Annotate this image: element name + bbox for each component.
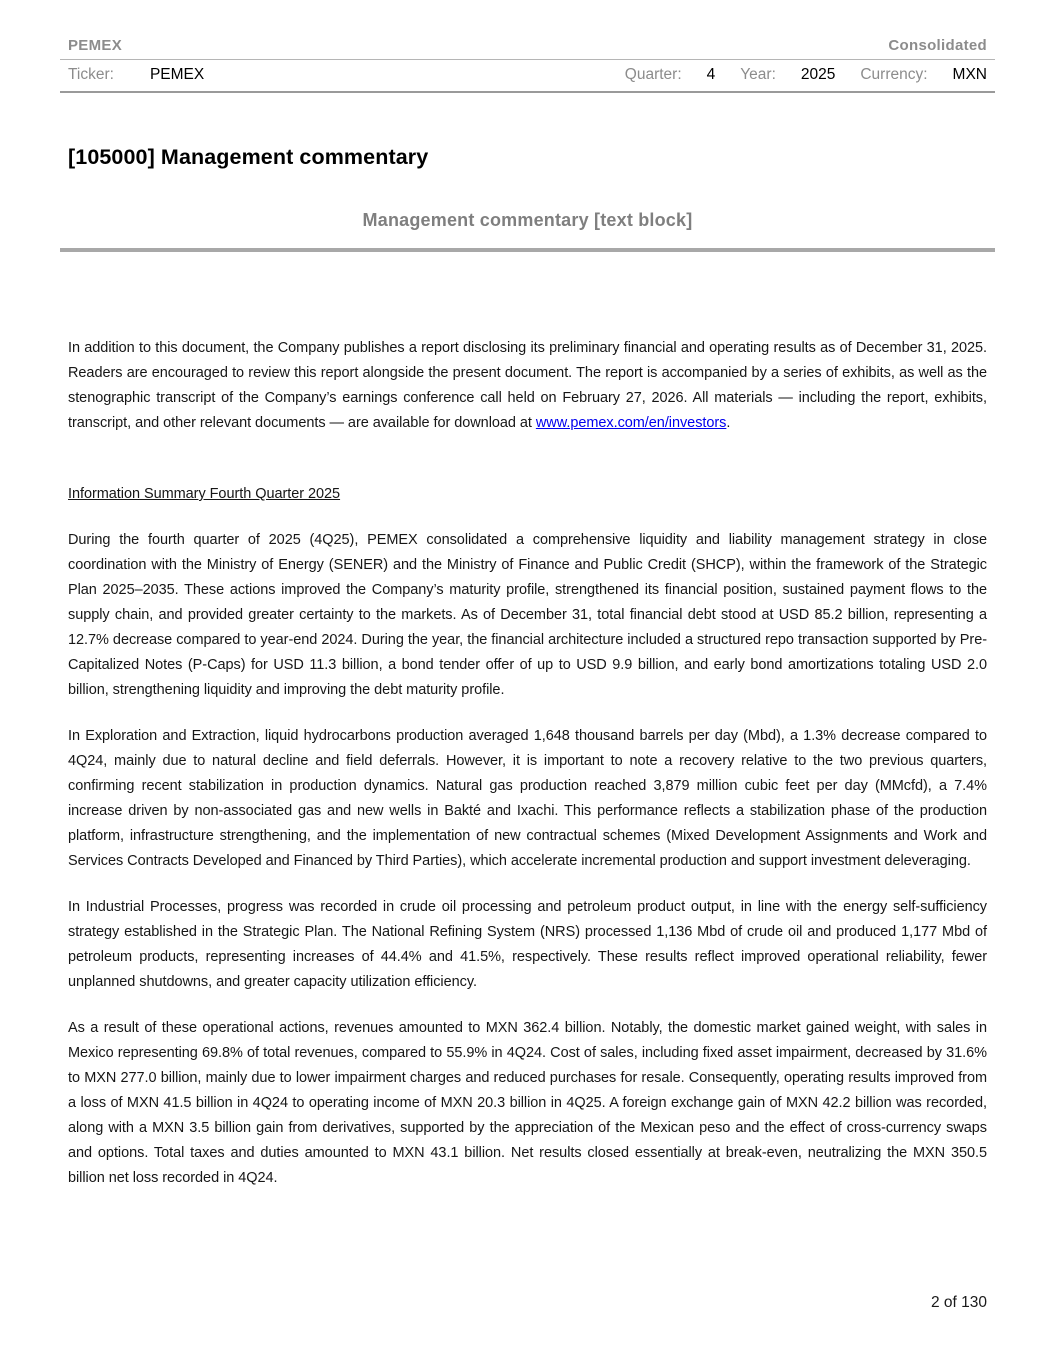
quarter-label: Quarter:: [624, 66, 682, 83]
paragraph-financial-results: As a result of these operational actions, revenues amounted to MXN 362.4 billion. Notably, the domestic market gained weight, with sales in Mexico representing 69.8% of total revenues, compared to 55.9% in 4Q24. Cost of sales, including fixed asset impairment, decreased by 31.6% to MXN 277.0 billion, mainly due to lower impairment charges and reduced purchases for resale. Consequently, operating results improved from a loss of MXN 41.5 billion in 4Q24 to operating income of MXN 20.3 billion in 4Q25. A foreign exchange gain of MXN 42.2 billion was recorded, along with a MXN 3.5 billion gain from derivatives, supported by the appreciation of the Mexican peso and the effect of cross-currency swaps and options. Total taxes and duties amounted to MXN 43.1 billion. Net results closed essentially at break-even, neutralizing the MXN 350.5 billion net loss recorded in 4Q24.: [68, 1020, 987, 1186]
report-meta-right: [625, 66, 987, 84]
currency-value: MXN: [952, 66, 987, 83]
paragraph-industrial-processes: In Industrial Processes, progress was recorded in crude oil processing and petroleum product output, in line with the energy self-sufficiency strategy established in the Strategic Plan. The National Refining System (NRS) processed 1,136 Mbd of crude oil and produced 1,177 Mbd of petroleum products, representing increases of 44.4% and 41.5%, respectively. These results reflect improved operational reliability, fewer unplanned shutdowns, and greater capacity utilization efficiency.: [68, 899, 987, 990]
report-meta-row: [68, 60, 987, 91]
year-value: 2025: [800, 66, 836, 83]
paragraph-intro-suffix: .: [726, 415, 731, 431]
management-commentary-body: [68, 336, 987, 1191]
paragraph-intro-text: In addition to this document, the Company publishes a report disclosing its preliminary financial and operating results as of December 31, 2025. Readers are encouraged to review this report alongside the present document. The report is accompanied by a series of exhibits, as well as the stenographic transcript of the Company’s earnings conference call held on February 27, 2026. All materials — including the report, exhibits, transcript, and other relevant documents — are available for download at: [68, 340, 987, 431]
ticker-value: PEMEX: [149, 66, 205, 83]
year-label: Year:: [740, 66, 776, 83]
summary-heading: Information Summary Fourth Quarter 2025: [68, 486, 341, 502]
text-block-title: Management commentary [text block]: [362, 210, 693, 230]
investors-link[interactable]: www.pemex.com/en/investors: [535, 415, 727, 431]
paragraph-liquidity-strategy: During the fourth quarter of 2025 (4Q25), PEMEX consolidated a comprehensive liquidity and liability management strategy in close coordination with the Ministry of Energy (SENER) and the Ministry of Finance and Public Credit (SHCP), within the framework of the Strategic Plan 2025–2035. These actions improved the Company’s maturity profile, strengthened its financial position, sustained payment flows to the supply chain, and provided greater certainty to the markets. As of December 31, total financial debt stood at USD 85.2 billion, representing a 12.7% decrease compared to year-end 2024. During the year, the financial architecture included a structured repo transaction supported by Pre-Capitalized Notes (P-Caps) for USD 11.3 billion, a bond tender offer of up to USD 9.9 billion, and early bond amortizations totaling USD 2.0 billion, strengthening liquidity and improving the debt maturity profile.: [68, 532, 987, 698]
paragraph-exploration-extraction: In Exploration and Extraction, liquid hydrocarbons production averaged 1,648 thousand barrels per day (Mbd), a 1.3% decrease compared to 4Q24, mainly due to natural decline and field deferrals. However, it is important to note a recovery relative to the two previous quarters, confirming recent stabilization in production dynamics. Natural gas production reached 3,879 million cubic feet per day (MMcfd), a 7.4% increase driven by non-associated gas and new wells in Bakté and Ixachi. This performance reflects a stabilization phase of the production platform, infrastructure strengthening, and the implementation of new contractual schemes (Mixed Development Assignments and Work and Services Contracts Developed and Financed by Third Parties), which accelerate incremental production and support investment deleveraging.: [68, 728, 987, 869]
currency-label: Currency:: [860, 66, 928, 83]
company-name: PEMEX: [68, 37, 123, 54]
page-title: [105000] Management commentary: [68, 145, 429, 169]
ticker-label: Ticker:: [68, 66, 114, 83]
report-header: [68, 0, 987, 54]
section-divider: [60, 248, 995, 252]
header-divider-bottom: [60, 91, 995, 93]
paragraph-intro: [68, 336, 987, 436]
quarter-value: 4: [706, 66, 716, 83]
consolidation-label: Consolidated: [888, 37, 987, 54]
page-number: 2 of 130: [930, 1294, 987, 1311]
